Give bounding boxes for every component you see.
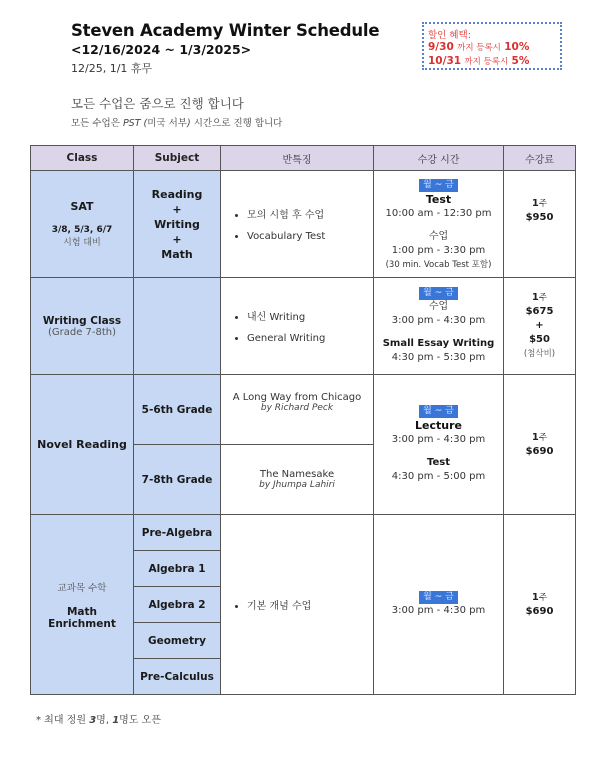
fee-cell-sat: [504, 171, 576, 278]
fee-week-unit: 주: [538, 432, 548, 443]
table-row-novel-1: [31, 375, 576, 445]
subject-line: Writing: [154, 217, 200, 231]
time-cell-math: [374, 515, 504, 695]
subject-cell-sat: [134, 171, 221, 278]
date-range: <12/16/2024 ~ 1/3/2025>: [71, 42, 252, 57]
time-label: 수업: [428, 230, 449, 242]
footnote-mid: 명,: [96, 715, 109, 726]
features-cell-sat: [221, 171, 374, 278]
day-tag: 월 ~ 금: [419, 405, 458, 418]
sat-dates-note: 시험 대비: [63, 238, 101, 248]
discount-date: 10/31: [428, 55, 462, 67]
class-name: Writing Class: [42, 314, 122, 327]
time-cell-writing: [374, 278, 504, 375]
timezone-note: [71, 115, 282, 129]
col-header-time: 수강 시간: [374, 146, 504, 171]
book-cell-novel-1: [221, 375, 374, 445]
class-cell-sat: [31, 171, 134, 278]
feature-item: • 모의 시험 후 수업: [247, 206, 373, 221]
features-cell-writing: [221, 278, 374, 375]
tz-suffix: 시간으로 진행 합니다: [193, 118, 283, 129]
day-tag: 월 ~ 금: [419, 287, 458, 300]
holiday-note: 12/25, 1/1 휴무: [71, 62, 153, 75]
table-row-math-1: [31, 515, 576, 551]
fee-price: $950: [525, 212, 554, 223]
class-cell-novel: Novel Reading: [31, 375, 134, 515]
time-label: 수업: [428, 301, 449, 312]
table-row-sat: [31, 171, 576, 278]
col-header-fee: 수강료: [504, 146, 576, 171]
subject-cell-math: Algebra 2: [134, 587, 221, 623]
subject-cell-math: Geometry: [134, 623, 221, 659]
time-range: 10:00 am - 12:30 pm: [385, 207, 492, 219]
subject-cell-math: Algebra 1: [134, 551, 221, 587]
book-cell-novel-2: [221, 445, 374, 515]
features-cell-math: [221, 515, 374, 695]
class-name-kr: 교과목 수학: [57, 582, 107, 594]
subject-line: +: [172, 232, 182, 246]
fee-price: $690: [525, 605, 554, 617]
tz-region: 미국 서부: [147, 118, 187, 129]
fee-cell-novel: [504, 375, 576, 515]
time-cell-novel: [374, 375, 504, 515]
book-author: by Richard Peck: [260, 403, 334, 413]
col-header-subject: Subject: [134, 146, 221, 171]
class-grade: (Grade 7-8th): [47, 326, 117, 338]
fee-cell-writing: [504, 278, 576, 375]
fee-week-num: 1: [531, 292, 539, 303]
subject-cell-math: Pre-Algebra: [134, 515, 221, 551]
fee-week-num: 1: [531, 198, 539, 209]
discount-mid: 까지 등록시: [464, 57, 509, 67]
zoom-note: 모든 수업은 줌으로 진행 합니다: [71, 96, 244, 111]
discount-heading: 할인 혜택:: [428, 30, 471, 41]
col-header-features: 반특징: [221, 146, 374, 171]
time-label: Small Essay Writing: [382, 338, 495, 349]
subject-cell-novel-2: 7-8th Grade: [134, 445, 221, 515]
fee-price: $675: [525, 306, 554, 317]
discount-line-1: [428, 41, 556, 55]
book-title: A Long Way from Chicago: [232, 392, 362, 403]
col-header-class: Class: [31, 146, 134, 171]
feature-item: • Vocabulary Test: [247, 231, 373, 242]
book-title: The Namesake: [259, 469, 335, 480]
time-label: Test: [425, 192, 452, 206]
footnote-prefix: * 최대 정원: [36, 715, 86, 726]
time-range: 4:30 pm - 5:30 pm: [391, 352, 486, 363]
footnote-suffix: 명도 오픈: [119, 715, 161, 726]
time-range: 4:30 pm - 5:00 pm: [391, 471, 486, 482]
fee-plus: +: [535, 320, 544, 331]
fee-week-num: 1: [531, 591, 539, 603]
sat-dates: 3/8, 5/3, 6/7: [51, 225, 113, 235]
fee-week-unit: 주: [538, 199, 548, 209]
fee-week-unit: 주: [538, 293, 548, 303]
day-tag: 월 ~ 금: [419, 179, 458, 192]
table-header-row: [31, 146, 576, 171]
page-title: Steven Academy Winter Schedule: [71, 21, 380, 40]
feature-item: • 기본 개념 수업: [247, 597, 373, 612]
discount-line-2: [428, 55, 556, 69]
fee-price: $690: [525, 445, 554, 457]
tz-close: ): [186, 118, 191, 129]
tz-prefix: 모든 수업은: [71, 118, 120, 129]
fee-cell-math: [504, 515, 576, 695]
time-label: Test: [426, 457, 450, 468]
feature-item: • General Writing: [247, 333, 373, 344]
fee-week-num: 1: [531, 431, 539, 443]
subject-cell-writing: [134, 278, 221, 375]
schedule-table: [30, 145, 576, 695]
discount-pct: 5%: [511, 55, 530, 67]
time-range: 1:00 pm - 3:30 pm: [391, 244, 486, 256]
class-name: SAT: [70, 200, 94, 213]
subject-cell-novel-1: 5-6th Grade: [134, 375, 221, 445]
footnote-max: 3: [89, 715, 97, 726]
subject-line: Reading: [151, 187, 203, 201]
class-cell-math: [31, 515, 134, 695]
fee-extra: $50: [529, 334, 550, 345]
time-range: 3:00 pm - 4:30 pm: [391, 315, 486, 326]
footnote-min: 1: [112, 715, 120, 726]
table-row-writing: [31, 278, 576, 375]
discount-mid: 까지 등록시: [457, 43, 501, 53]
discount-date: 9/30: [428, 41, 454, 53]
tz-code: PST (: [122, 118, 148, 129]
feature-item: • 내신 Writing: [247, 308, 373, 323]
footnote: [36, 711, 161, 726]
day-tag: 월 ~ 금: [419, 591, 458, 604]
time-range: 3:00 pm - 4:30 pm: [391, 605, 486, 616]
time-label: Lecture: [415, 419, 462, 432]
fee-week-unit: 주: [538, 592, 548, 603]
subject-line: +: [172, 202, 182, 216]
subject-line: Math: [161, 247, 193, 261]
fee-extra-note: (첨삭비): [523, 349, 556, 359]
time-range: 3:00 pm - 4:30 pm: [391, 434, 486, 445]
class-name: Math Enrichment: [48, 605, 116, 630]
subject-cell-math: Pre-Calculus: [134, 659, 221, 695]
time-cell-sat: [374, 171, 504, 278]
discount-box: [422, 22, 562, 70]
discount-pct: 10%: [504, 41, 530, 53]
class-cell-writing: [31, 278, 134, 375]
time-note: (30 min. Vocab Test 포함): [385, 259, 492, 270]
book-author: by Jhumpa Lahiri: [259, 480, 335, 490]
